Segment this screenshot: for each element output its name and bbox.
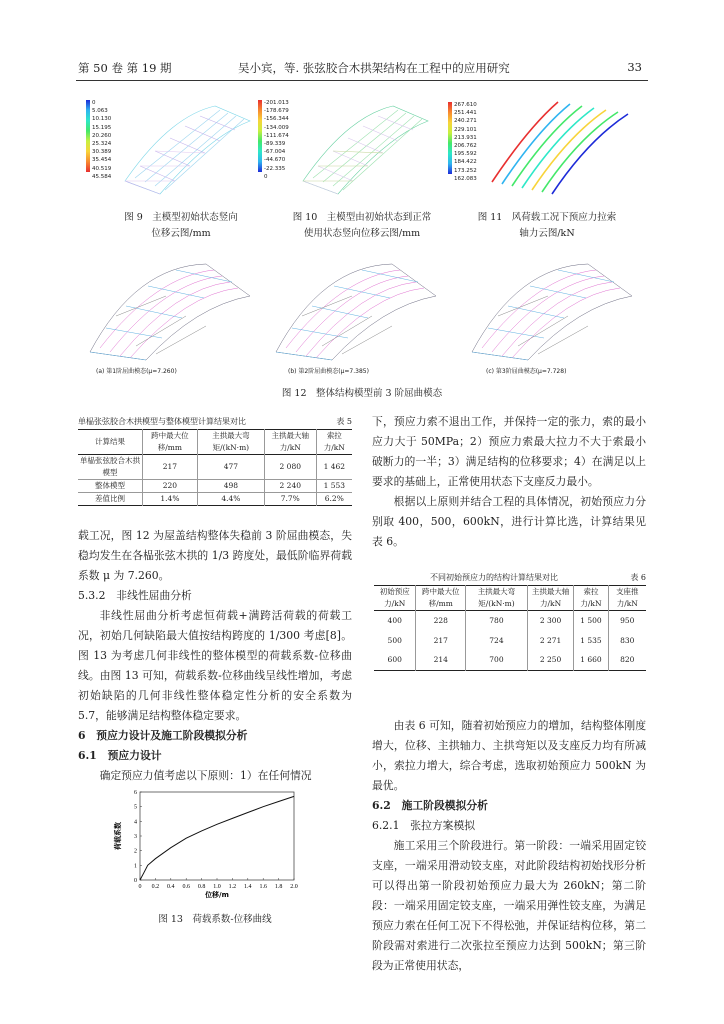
fig12a-mode-image — [86, 256, 254, 366]
paragraph: 确定预应力值考虑以下原则：1）在任何情况 — [99, 769, 312, 782]
plot-frame — [140, 792, 294, 880]
x-tick-label: 1.4 — [244, 884, 252, 890]
fig10-model-image — [298, 96, 433, 196]
paragraph: 施工采用三个阶段进行。第一阶段：一端采用固定铰支座，一端采用滑动铰支座，对此阶段结构初始找形分析可以得出第一阶段初始预应力最大为 260kN；第二阶段：一端采用固定铰支座，一端采用弹性铰支座，为满足预应力索在任何工况下不得松弛，并保证结构位移，第二阶段需对索进行二次张拉至预应力达到 500kN；第三阶段为正常使用状态， — [372, 839, 646, 972]
y-tick-label: 4 — [134, 819, 137, 826]
series-line — [140, 796, 294, 880]
header-rule — [76, 80, 648, 81]
section-heading: 6 预应力设计及施工阶段模拟分析 — [78, 729, 248, 742]
fig11-colorbar — [448, 102, 452, 174]
right-column-text-2 — [372, 716, 646, 976]
x-tick-label: 1.6 — [259, 884, 267, 890]
table-row: 整体模型 220 498 2 240 1 553 — [78, 480, 352, 493]
page-number: 33 — [627, 60, 642, 74]
paragraph: 非线性屈曲分析考虑恒荷载+满跨活荷载的荷载工况，初始几何缺陷最大值按结构跨度的 1/300 考虑[8]。图 13 为考虑几何非线性的整体模型的荷载系数-位移曲线。由图 13 可知，荷载系数-位移曲线呈线性增加，考虑初始缺陷的几何非线性整体稳定性分析的安全系数为 5.7，能够满足结构整体稳定要求。 — [78, 609, 352, 722]
table5: 单榀张弦胶合木拱模型与整体模型计算结果对比 表 5 计算结果 跨中最大位移/mm 主拱最大弯矩/(kN·m) 主拱最大轴力/kN 索拉力/kN 单榀张弦胶合木拱模型 217 477 2 080 1 462 整体模型 220 498 2 240 1 553 差值比例 1.4% 4.4% 7.7% 6.2% — [78, 416, 352, 506]
x-tick-label: 0.6 — [182, 884, 190, 890]
x-axis-label: 位移/m — [205, 891, 229, 899]
x-tick-label: 0 — [138, 884, 142, 890]
fig10-colorbar — [258, 100, 262, 172]
table-row: 单榀张弦胶合木拱模型 217 477 2 080 1 462 — [78, 455, 352, 480]
y-axis-label: 荷载系数 — [114, 822, 122, 850]
fig12b-mode-image — [272, 256, 440, 366]
y-tick-label: 3 — [134, 834, 137, 840]
section-heading: 6.2.1 张拉方案模拟 — [372, 819, 476, 832]
fig10-caption: 图 10 主模型由初始状态到正常 使用状态竖向位移云图/mm — [292, 212, 432, 240]
x-tick-label: 2.0 — [290, 884, 298, 890]
fig9-caption: 图 9 主模型初始状态竖向 位移云图/mm — [124, 212, 238, 240]
table6-caption: 不同初始预应力的结构计算结果对比 表 6 — [430, 573, 646, 582]
x-tick-label: 1.0 — [213, 884, 221, 890]
fig12c-subcaption: (c) 第3阶屈曲模态(μ=7.728) — [486, 368, 567, 375]
table6: 不同初始预应力的结构计算结果对比 表 6 初始预应力/kN 跨中最大位移/mm 主拱最大弯矩/(kN·m) 主拱最大轴力/kN 索拉力/kN 支座推力/kN 400 228 780 2 300 1 500 950 500 217 724 2 271 1 535 830 600 214 700 2 250 1 660 820 — [374, 572, 646, 671]
paragraph: 下，预应力索不退出工作，并保持一定的张力，索的最小应力大于 50MPa；2）预应力索最大拉力不大于索最小破断力的一半；3）满足结构的位移要求；4）在满足以上要求的基础上，正常使用状态下支座反力最小。 — [372, 415, 646, 488]
fig11-cable-image — [488, 98, 633, 196]
table-row: 500 217 724 2 271 1 535 830 — [374, 631, 646, 651]
fig12-caption: 图 12 整体结构模型前 3 阶屈曲模态 — [281, 388, 443, 399]
left-column-text — [78, 526, 352, 786]
fig11-caption: 图 11 风荷载工况下预应力拉索 轴力云图/kN — [477, 212, 617, 240]
section-heading: 6.1 预应力设计 — [78, 749, 162, 762]
x-tick-label: 0.4 — [167, 884, 175, 890]
fig9-colorbar — [86, 100, 90, 172]
table5-caption: 单榀张弦胶合木拱模型与整体模型计算结果对比 表 5 — [78, 417, 352, 426]
x-tick-label: 1.2 — [228, 884, 237, 890]
x-tick-label: 1.8 — [274, 884, 283, 890]
paragraph: 由表 6 可知，随着初始预应力的增加，结构整体刚度增大，位移、主拱轴力、主拱弯矩以及支座反力均有所减小，索拉力增大，综合考虑，选取初始预应力 500kN 为最优。 — [372, 719, 646, 792]
running-title: 吴小宾，等. 张弦胶合木拱架结构在工程中的应用研究 — [238, 61, 510, 75]
fig9-model-image — [120, 96, 255, 196]
fig13-chart — [108, 786, 308, 908]
fig13-caption: 图 13 荷载系数-位移曲线 — [158, 914, 272, 925]
section-heading: 5.3.2 非线性屈曲分析 — [78, 589, 192, 602]
y-tick-label: 5 — [134, 804, 137, 811]
y-tick-label: 2 — [134, 848, 137, 855]
paragraph: 载工况，图 12 为屋盖结构整体失稳前 3 阶屈曲模态，失稳均发生在各榀张弦木拱的 1/3 跨度处，最低阶临界荷载系数 μ 为 7.260。 — [78, 529, 352, 582]
table-row: 差值比例 1.4% 4.4% 7.7% 6.2% — [78, 493, 352, 506]
right-column-text-1 — [372, 412, 646, 552]
journal-volume: 第 50 卷 第 19 期 — [78, 61, 172, 75]
paragraph: 根据以上原则并结合工程的具体情况，初始预应力分别取 400，500，600kN，进行计算比选，计算结果见表 6。 — [372, 495, 646, 548]
y-tick-label: 1 — [134, 863, 137, 870]
table-row: 400 228 780 2 300 1 500 950 — [374, 611, 646, 631]
x-tick-label: 0.2 — [151, 884, 160, 890]
fig12a-subcaption: (a) 第1阶屈曲模态(μ=7.260) — [96, 368, 177, 375]
fig12c-mode-image — [468, 256, 636, 366]
section-heading: 6.2 施工阶段模拟分析 — [372, 799, 488, 812]
y-tick-label: 0 — [134, 878, 137, 884]
fig12b-subcaption: (b) 第2阶屈曲模态(μ=7.385) — [288, 368, 369, 375]
table-row: 600 214 700 2 250 1 660 820 — [374, 651, 646, 671]
x-tick-label: 0.8 — [197, 884, 206, 890]
y-tick-label: 6 — [134, 790, 137, 796]
